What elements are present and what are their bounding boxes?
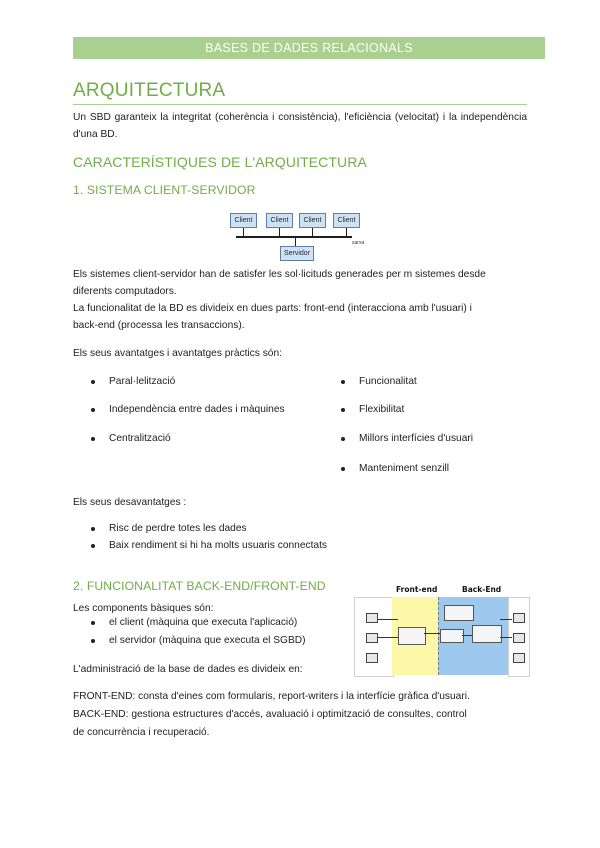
list-item: Millors interfícies d'usuari — [341, 433, 473, 444]
document-header — [73, 37, 545, 59]
list-item: el servidor (màquina que executa el SGBD) — [91, 635, 306, 646]
list-item: Flexibilitat — [341, 404, 404, 415]
terminal-icon — [366, 613, 378, 623]
terminal-icon — [513, 633, 525, 643]
list-item: Baix rendiment si hi ha molts usuaris connectats — [91, 540, 327, 551]
terminal-icon — [513, 613, 525, 623]
list-item: Risc de perdre totes les dades — [91, 523, 247, 534]
front-back-diagram — [354, 585, 528, 675]
front-end-paragraph — [73, 688, 470, 705]
front-end-label: FRONT-END: — [73, 691, 136, 702]
front-end-box — [398, 627, 426, 645]
bullet-icon — [341, 380, 345, 384]
network-line — [236, 236, 352, 238]
bullet-icon — [341, 437, 345, 441]
client-box: Client — [299, 213, 326, 228]
client-server-diagram — [226, 212, 374, 262]
list-item: el client (màquina que executa l'aplicació) — [91, 617, 297, 628]
client-server-heading: 1. SISTEMA CLIENT-SERVIDOR — [73, 183, 256, 197]
front-end-text: consta d'eines com formularis, report-writers i la interfície gràfica d'usuari. — [138, 691, 470, 702]
client-box: Client — [266, 213, 293, 228]
bullet-icon — [91, 437, 95, 441]
subsection-title: CARACTERÍSTIQUES DE L'ARQUITECTURA — [73, 154, 367, 170]
bullet-icon — [341, 408, 345, 412]
advantages-intro: Els seus avantatges i avantatges pràctics són: — [73, 348, 282, 359]
list-item: Funcionalitat — [341, 376, 417, 387]
cs-paragraph-1-line-2: diferents computadors. — [73, 286, 177, 297]
terminal-icon — [513, 653, 525, 663]
back-end-label: BACK-END: — [73, 709, 129, 720]
bullet-icon — [341, 467, 345, 471]
terminal-icon — [366, 653, 378, 663]
list-item: Independència entre dades i màquines — [91, 404, 285, 415]
section-title: ARQUITECTURA — [73, 80, 226, 101]
server-box: Servidor — [280, 246, 314, 261]
cs-paragraph-2-line-1: La funcionalitat de la BD es divideix en dues parts: front-end (interacciona amb l'usuari) i — [73, 303, 472, 314]
bullet-icon — [91, 380, 95, 384]
intro-paragraph: Un SBD garanteix la integritat (coherència i consistència), l'eficiència (velocitat) i la independència d'una BD. — [73, 112, 527, 140]
bullet-icon — [91, 408, 95, 412]
cs-paragraph-2-line-2: back-end (processa les transaccions). — [73, 320, 245, 331]
back-end-diagram-title: Back-End — [462, 585, 502, 594]
front-end-diagram-title: Front-end — [396, 585, 438, 594]
list-item: Centralització — [91, 433, 171, 444]
document-header-title: BASES DE DADES RELACIONALS — [205, 41, 413, 55]
list-item: Paral·lelització — [91, 376, 175, 387]
list-item: Manteniment senzill — [341, 463, 449, 474]
back-end-box — [444, 605, 474, 621]
back-end-box — [440, 629, 464, 643]
back-end-box — [472, 625, 502, 643]
disadvantages-intro: Els seus desavantatges : — [73, 497, 187, 508]
bullet-icon — [91, 544, 95, 548]
client-box: Client — [230, 213, 257, 228]
network-label: xarxa — [352, 240, 365, 246]
section-title-rule — [73, 104, 527, 105]
bullet-icon — [91, 639, 95, 643]
terminal-icon — [366, 633, 378, 643]
front-back-heading: 2. FUNCIONALITAT BACK-END/FRONT-END — [73, 579, 326, 593]
admin-intro: L'administració de la base de dades es divideix en: — [73, 664, 303, 675]
client-box: Client — [333, 213, 360, 228]
back-end-paragraph-line-1 — [73, 706, 467, 723]
back-end-paragraph-line-2: de concurrència i recuperació. — [73, 727, 210, 738]
back-end-text: gestiona estructures d'accés, avaluació i optimització de consultes, control — [131, 709, 467, 720]
components-intro: Les components bàsiques són: — [73, 603, 214, 614]
bullet-icon — [91, 621, 95, 625]
bullet-icon — [91, 527, 95, 531]
cs-paragraph-1-line-1: Els sistemes client-servidor han de satisfer les sol·licituds generades per m sistemes desde — [73, 269, 486, 280]
